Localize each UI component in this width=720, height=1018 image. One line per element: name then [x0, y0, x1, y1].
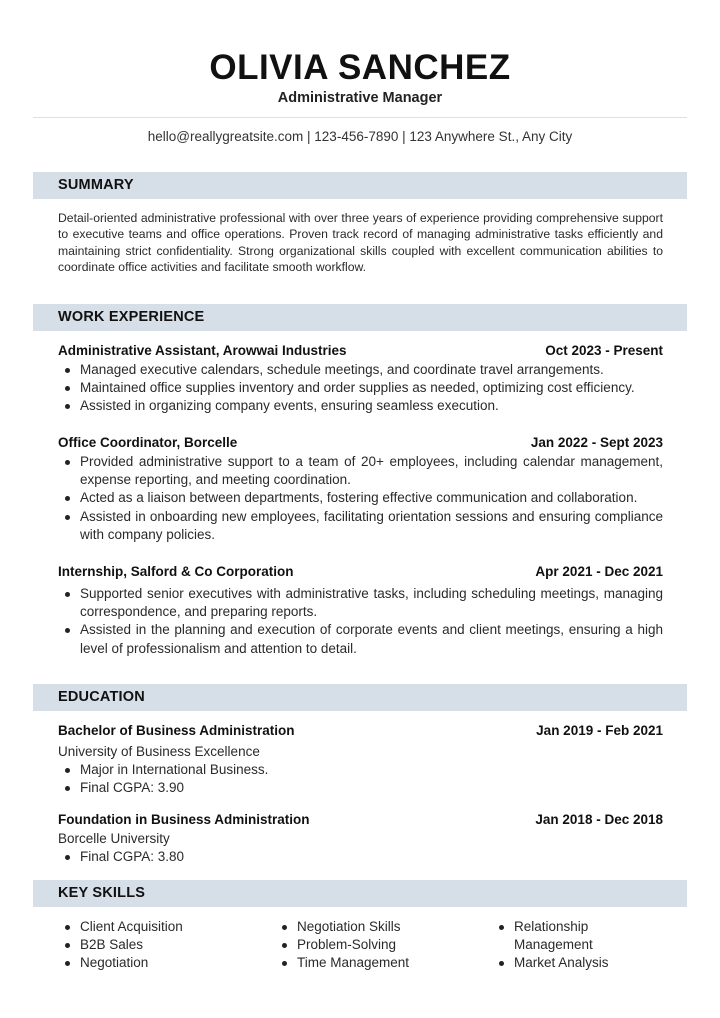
degree-title: Foundation in Business Administration	[58, 812, 310, 827]
contact-line: hello@reallygreatsite.com | 123-456-7890 | 123 Anywhere St., Any City	[147, 129, 573, 144]
school-name: Borcelle University	[58, 831, 170, 846]
education-title: EDUCATION	[58, 689, 145, 705]
job-bullet: Assisted in onboarding new employees, facilitating orientation sessions and ensuring compliance with company policies.	[58, 508, 663, 544]
skill-item: Negotiation Skills	[275, 918, 465, 936]
job-title: Internship, Salford & Co Corporation	[58, 564, 294, 579]
job-entry	[58, 341, 663, 416]
candidate-role: Administrative Manager	[277, 90, 443, 106]
summary-title: SUMMARY	[58, 177, 134, 193]
skills-column	[492, 918, 642, 973]
job-bullet: Acted as a liaison between departments, fostering effective communication and collaboration.	[58, 489, 663, 507]
header-divider	[33, 117, 687, 118]
candidate-name: OLIVIA SANCHEZ	[209, 48, 511, 87]
job-bullet: Assisted in the planning and execution of corporate events and client meetings, ensuring a high level of professionalism and attention to detail.	[58, 621, 663, 657]
job-dates: Jan 2022 - Sept 2023	[530, 435, 663, 450]
skill-item: Relationship Management	[492, 918, 642, 954]
skill-item: Market Analysis	[492, 954, 642, 972]
work-title: WORK EXPERIENCE	[58, 309, 205, 325]
skill-item: Client Acquisition	[58, 918, 248, 936]
skill-item: Time Management	[275, 954, 465, 972]
skill-item: B2B Sales	[58, 936, 248, 954]
job-bullet: Supported senior executives with administrative tasks, including scheduling meetings, managing correspondence, and preparing reports.	[58, 585, 663, 621]
job-bullet: Managed executive calendars, schedule meetings, and coordinate travel arrangements.	[58, 361, 663, 379]
job-title: Administrative Assistant, Arowwai Industries	[58, 343, 347, 358]
job-dates: Oct 2023 - Present	[545, 343, 663, 358]
job-bullet: Assisted in organizing company events, ensuring seamless execution.	[58, 397, 663, 415]
education-bullet: Final CGPA: 3.80	[58, 848, 663, 866]
education-bullet: Final CGPA: 3.90	[58, 779, 663, 797]
skills-column	[58, 918, 248, 973]
job-bullet: Provided administrative support to a team of 20+ employees, including calendar management, expense reporting, and meeting coordination.	[58, 453, 663, 489]
education-entry	[58, 810, 663, 866]
job-title: Office Coordinator, Borcelle	[58, 435, 238, 450]
skills-header-bar	[33, 880, 687, 907]
work-header-bar	[33, 304, 687, 331]
education-bullet: Major in International Business.	[58, 761, 663, 779]
degree-title: Bachelor of Business Administration	[58, 723, 295, 738]
education-header-bar	[33, 684, 687, 711]
degree-dates: Jan 2018 - Dec 2018	[535, 812, 663, 827]
degree-dates: Jan 2019 - Feb 2021	[536, 723, 663, 738]
skills-column	[275, 918, 465, 973]
skills-title: KEY SKILLS	[58, 885, 146, 901]
job-entry	[58, 433, 663, 544]
summary-header-bar	[33, 172, 687, 199]
summary-text: Detail-oriented administrative professional with over three years of experience providing comprehensive support to executive teams and office operations. Proven track record of managing administrative tasks efficiently and maintaining strict confidentiality. Strong organizational skills coupled with excellent communication abilities to coordinate office activities and facilitate smooth workflow.	[58, 211, 663, 274]
job-bullet: Maintained office supplies inventory and order supplies as needed, optimizing cost efficiency.	[58, 379, 663, 397]
skill-item: Negotiation	[58, 954, 248, 972]
skill-item: Problem-Solving	[275, 936, 465, 954]
job-dates: Apr 2021 - Dec 2021	[535, 564, 663, 579]
job-entry	[58, 562, 663, 658]
school-name: University of Business Excellence	[58, 744, 260, 759]
education-entry	[58, 721, 663, 797]
